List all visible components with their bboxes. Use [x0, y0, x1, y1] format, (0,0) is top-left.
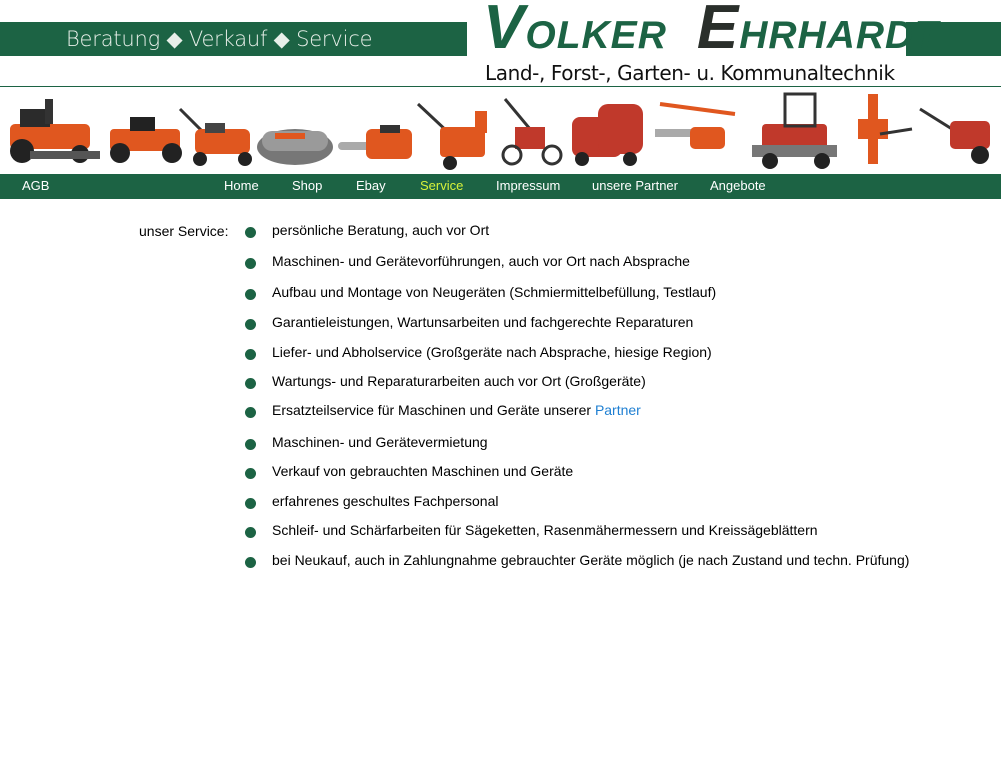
push-mower-icon	[180, 109, 252, 166]
bullet-icon	[245, 439, 256, 450]
nav-ebay[interactable]: Ebay	[356, 178, 386, 193]
leaf-vacuum-icon	[572, 104, 643, 166]
brush-cutter-icon	[655, 104, 735, 149]
nav-unsere-partner[interactable]: unsere Partner	[592, 178, 678, 193]
garden-tractor-icon	[110, 117, 182, 163]
service-item-text: Aufbau und Montage von Neugeräten (Schmiermittelbefüllung, Testlauf)	[272, 284, 717, 300]
service-item-text: bei Neukauf, auch in Zahlungnahme gebrauchter Geräte möglich (je nach Zustand und techn. Prüfung)	[272, 552, 910, 568]
bullet-icon	[245, 319, 256, 330]
brand-subtitle: Land-, Forst-, Garten- u. Kommunaltechnik	[485, 61, 895, 85]
nav-agb[interactable]: AGB	[22, 178, 50, 193]
bullet-icon	[245, 289, 256, 300]
chainsaw-icon	[338, 125, 412, 159]
service-label: unser Service:	[139, 223, 229, 239]
brand-initial-v: V	[483, 0, 526, 62]
service-item-text: Schleif- und Schärfarbeiten für Sägeketten, Rasenmähermessern und Kreissägeblättern	[272, 522, 818, 538]
bullet-icon	[245, 498, 256, 509]
bullet-icon	[245, 349, 256, 360]
brand-last-name: HRHARDT	[739, 14, 940, 57]
bullet-icon	[245, 527, 256, 538]
nav-impressum[interactable]: Impressum	[496, 178, 561, 193]
brand-logo[interactable]	[483, 0, 939, 66]
reel-mower-icon	[752, 94, 837, 169]
robotic-mower-icon	[257, 129, 333, 165]
service-item-text: erfahrenes geschultes Fachpersonal	[272, 493, 499, 509]
service-item-text: persönliche Beratung, auch vor Ort	[272, 222, 490, 238]
service-item-text: Verkauf von gebrauchten Maschinen und Geräte	[272, 463, 574, 479]
service-item-text: Garantieleistungen, Wartunsarbeiten und fachgerechte Reparaturen	[272, 314, 694, 330]
rotary-tiller-icon	[920, 109, 990, 164]
service-item-text: Liefer- und Abholservice (Großgeräte nach Absprache, hiesige Region)	[272, 344, 712, 360]
service-item-text	[272, 402, 641, 418]
nav-home[interactable]: Home	[224, 178, 259, 193]
tiller-icon	[503, 99, 561, 164]
service-item-text: Maschinen- und Gerätevorführungen, auch vor Ort nach Absprache	[272, 253, 690, 269]
brand-first-name: OLKER	[525, 14, 667, 57]
header-tagline: Beratung ◆ Verkauf ◆ Service	[66, 27, 373, 51]
main-nav	[0, 174, 1001, 199]
nav-shop[interactable]: Shop	[292, 178, 323, 193]
service-item-text: Maschinen- und Gerätevermietung	[272, 434, 488, 450]
bullet-icon	[245, 557, 256, 568]
service-item-text: Wartungs- und Reparaturarbeiten auch vor Ort (Großgeräte)	[272, 373, 646, 389]
brand-initial-e: E	[696, 0, 740, 62]
bullet-icon	[245, 258, 256, 269]
header-divider	[0, 86, 1001, 87]
service-item-text-part: Ersatzteilservice für Maschinen und Geräte unserer	[272, 402, 592, 418]
bullet-icon	[245, 227, 256, 238]
bullet-icon	[245, 378, 256, 389]
nav-service[interactable]: Service	[420, 178, 464, 193]
log-splitter-icon	[858, 94, 912, 164]
snow-blower-icon	[418, 104, 487, 170]
bullet-icon	[245, 468, 256, 479]
ride-on-mower-icon	[10, 99, 100, 163]
nav-angebote[interactable]: Angebote	[710, 178, 766, 193]
bullet-icon	[245, 407, 256, 418]
machines-banner	[0, 89, 1001, 173]
partner-link[interactable]: Partner	[594, 402, 641, 418]
